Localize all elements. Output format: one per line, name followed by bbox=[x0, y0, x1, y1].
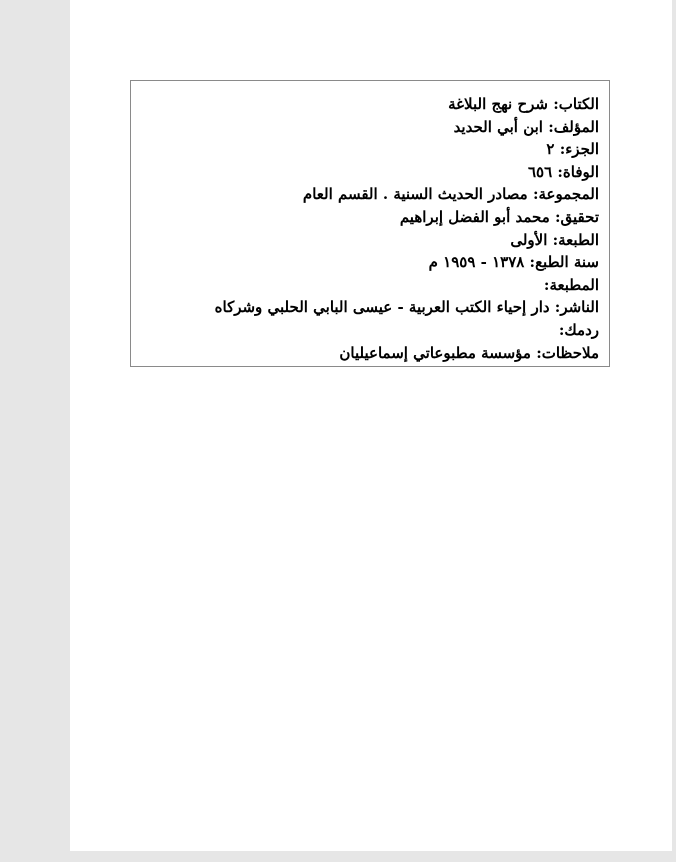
author-label: المؤلف : bbox=[543, 118, 599, 136]
book-title-label: الكتاب : bbox=[548, 95, 599, 113]
publisher-value: دار إحياء الكتب العربية - عيسى البابي الحلبي وشركاه bbox=[214, 298, 550, 317]
death-year-value: ٦٥٦ bbox=[527, 162, 553, 181]
book-info-box bbox=[130, 80, 610, 367]
author-value: ابن أبي الحديد bbox=[453, 117, 543, 136]
press-line bbox=[141, 274, 599, 297]
volume-line bbox=[141, 138, 599, 161]
edition-line bbox=[141, 229, 599, 252]
isbn-label: ردمك : bbox=[559, 321, 599, 339]
death-year-line bbox=[141, 161, 599, 184]
edition-value: الأولى bbox=[510, 230, 548, 249]
death-year-label: الوفاة : bbox=[552, 163, 599, 181]
print-year-label: سنة الطبع : bbox=[524, 253, 599, 271]
collection-label: المجموعة : bbox=[528, 185, 599, 203]
print-year-line bbox=[141, 251, 599, 274]
publisher-line bbox=[141, 296, 599, 319]
editor-label: تحقيق : bbox=[550, 208, 599, 226]
notes-value: مؤسسة مطبوعاتي إسماعيليان bbox=[339, 343, 531, 362]
document-page bbox=[70, 0, 672, 851]
edition-label: الطبعة : bbox=[547, 231, 599, 249]
book-title-line bbox=[141, 93, 599, 116]
volume-label: الجزء : bbox=[554, 140, 599, 158]
author-line bbox=[141, 116, 599, 139]
editor-line bbox=[141, 206, 599, 229]
book-title-value: شرح نهج البلاغة bbox=[448, 95, 548, 113]
notes-label: ملاحظات : bbox=[531, 344, 599, 362]
volume-value: ٢ bbox=[546, 140, 555, 159]
print-year-value: ١٣٧٨ - ١٩٥٩ م bbox=[428, 253, 525, 272]
collection-line bbox=[141, 183, 599, 206]
publisher-label: الناشر : bbox=[550, 298, 599, 316]
collection-value: مصادر الحديث السنية . القسم العام bbox=[302, 185, 528, 204]
press-label: المطبعة : bbox=[544, 276, 599, 294]
isbn-line bbox=[141, 319, 599, 342]
notes-line bbox=[141, 342, 599, 365]
editor-value: محمد أبو الفضل إبراهيم bbox=[399, 207, 550, 226]
